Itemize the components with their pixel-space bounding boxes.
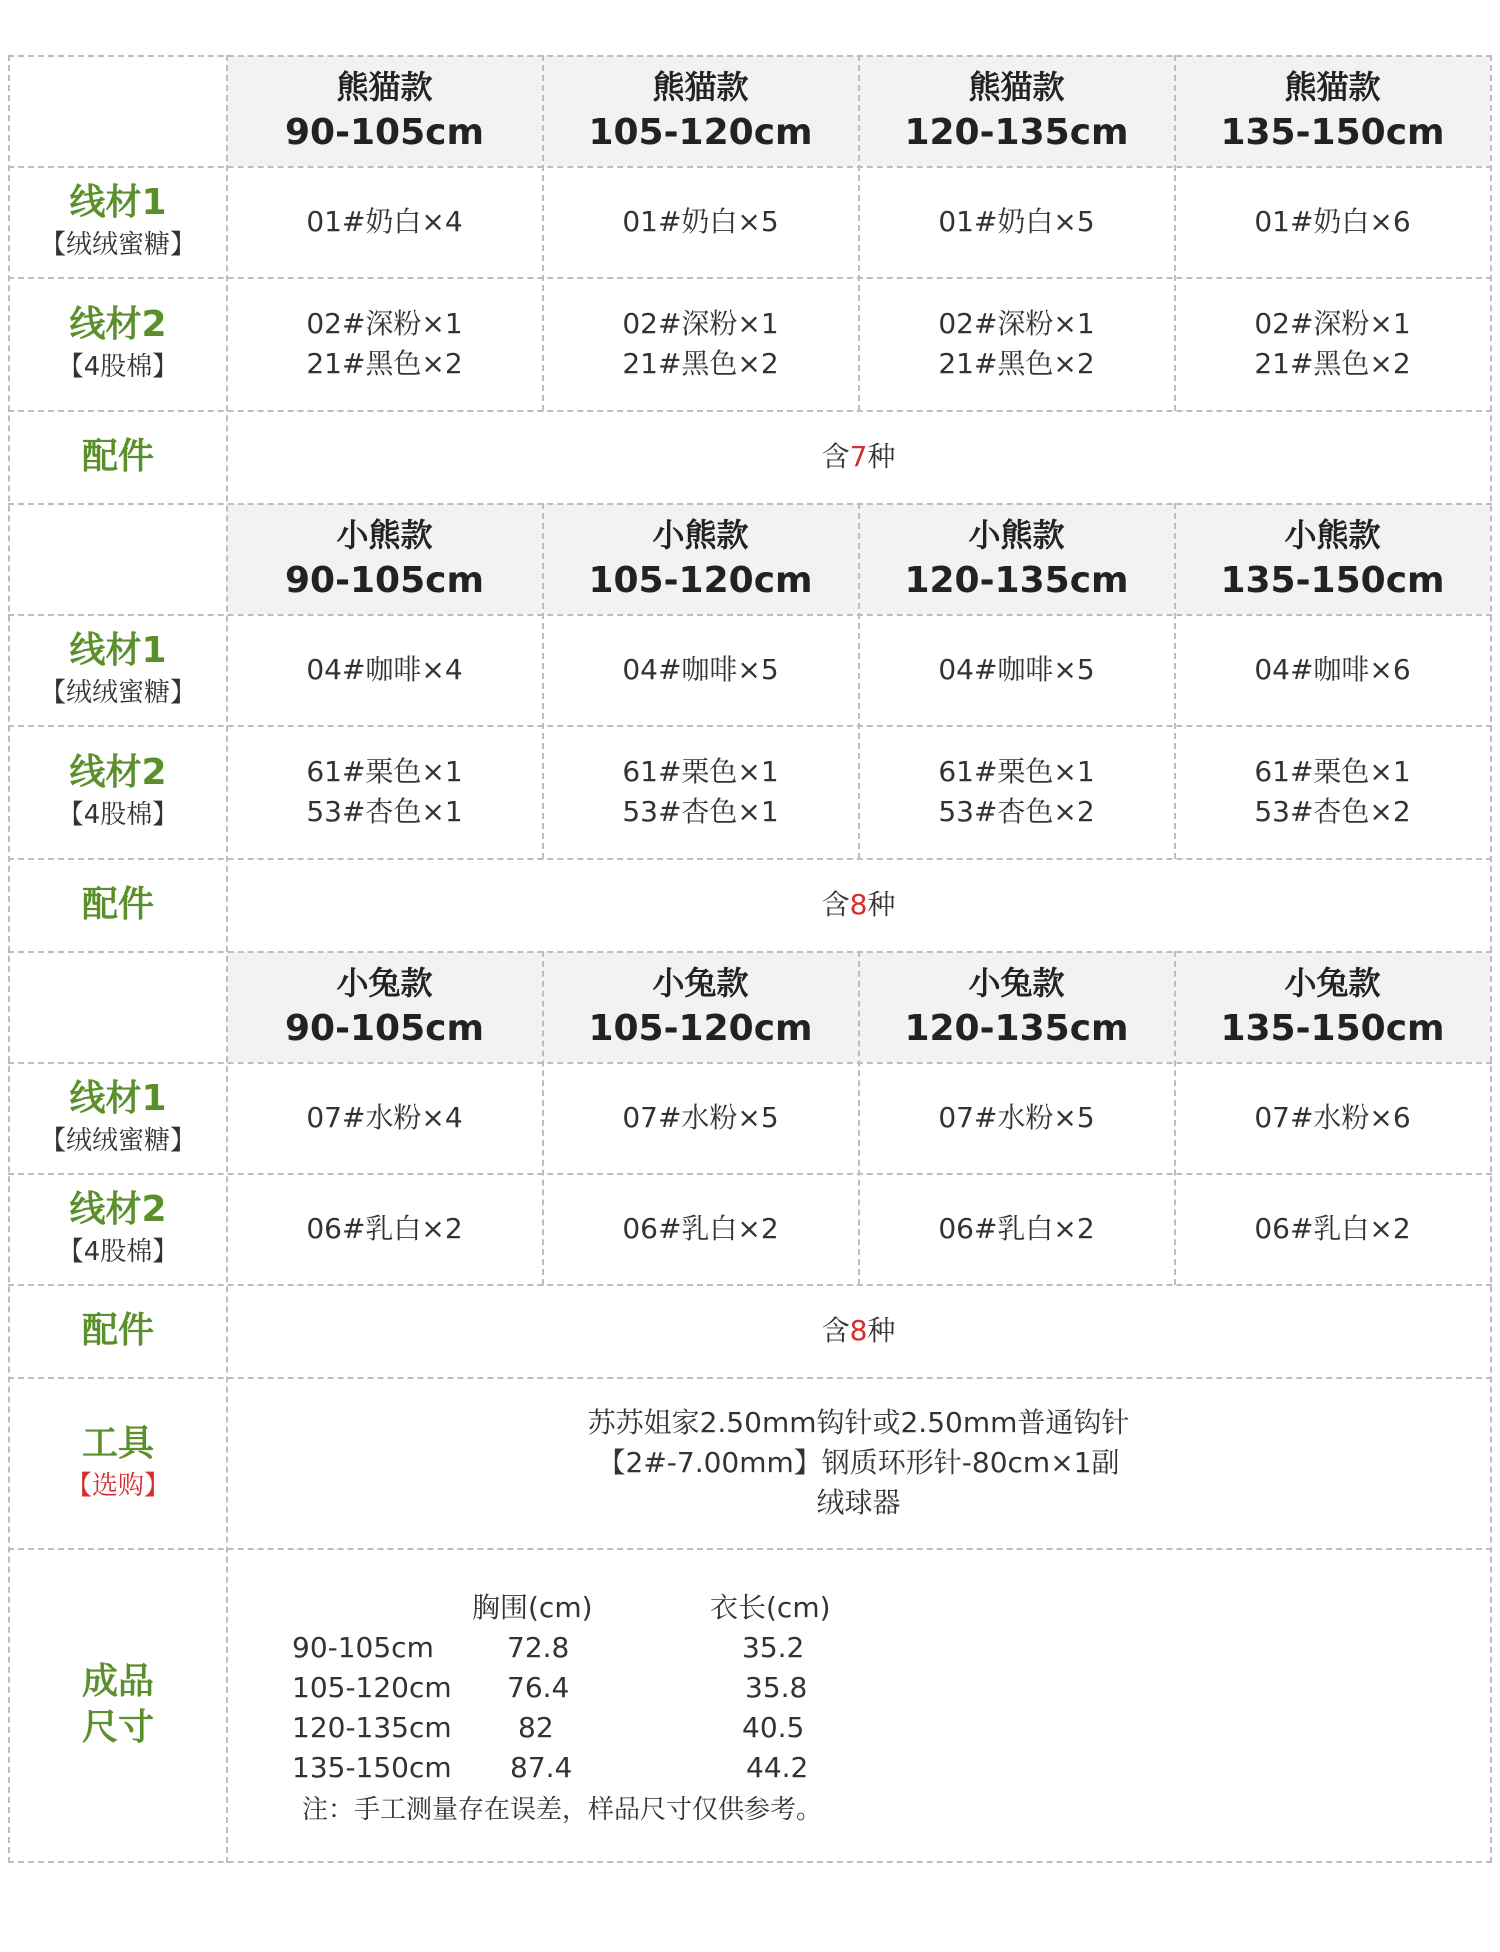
accessories-value: [227, 1285, 1490, 1377]
yarn1-subtitle: 【绒绒蜜糖】: [39, 1126, 196, 1156]
grid-line: [858, 55, 860, 411]
yarn2-value: 06#乳白×2: [306, 1212, 463, 1245]
style-name: 小熊款: [968, 516, 1065, 554]
grid-line: [8, 1062, 1492, 1064]
yarn2-line: 61#栗色×1: [306, 755, 463, 788]
style-name: 小兔款: [1284, 964, 1381, 1002]
tools-line: 绒球器: [816, 1486, 901, 1519]
style-name: 小兔款: [652, 964, 749, 1002]
acc-count: 7: [849, 440, 868, 473]
style-name: 熊猫款: [652, 68, 749, 106]
yarn2-line: 02#深粉×1: [1254, 307, 1411, 340]
tools-value: [227, 1378, 1490, 1548]
size-row-chest: 87.4: [510, 1751, 573, 1784]
accessories-label: [10, 859, 226, 951]
yarn1-title: 线材1: [69, 1078, 167, 1119]
yarn2-title: 线材2: [69, 752, 167, 793]
grid-line: [1174, 503, 1176, 859]
header-col: [1175, 504, 1490, 614]
accessories-title: 配件: [81, 884, 154, 925]
yarn2-line: 61#栗色×1: [1254, 755, 1411, 788]
size-row-label: 90-105cm: [292, 1631, 434, 1664]
yarn2-subtitle: 【4股棉】: [57, 352, 179, 382]
header-col: [227, 504, 542, 614]
header-col: [859, 56, 1174, 166]
acc-prefix: 含: [821, 440, 850, 473]
grid-line: [8, 410, 1492, 412]
grid-line: [8, 55, 10, 1863]
header-col: [227, 56, 542, 166]
style-name: 小熊款: [652, 516, 749, 554]
yarn2-label: [10, 726, 226, 858]
yarn2-line: 21#黑色×2: [622, 347, 779, 380]
size-range: 120-135cm: [904, 1008, 1129, 1049]
tools-line: 苏苏姐家2.50mm钩针或2.50mm普通钩针: [587, 1406, 1130, 1439]
grid-line: [542, 951, 544, 1285]
tools-subtitle: 【选购】: [65, 1471, 170, 1501]
accessories-label: [10, 411, 226, 503]
yarn2-line: 21#黑色×2: [306, 347, 463, 380]
finished-size-label: [10, 1549, 226, 1861]
yarn2-title: 线材2: [69, 304, 167, 345]
yarn1-value: 07#水粉×4: [306, 1101, 463, 1134]
yarn2-title: 线材2: [69, 1189, 167, 1230]
header-empty-cell: [10, 952, 226, 1062]
size-range: 90-105cm: [284, 1008, 485, 1049]
tools-label: [10, 1378, 226, 1548]
yarn2-label: [10, 1174, 226, 1284]
grid-line: [8, 858, 1492, 860]
grid-line: [8, 1548, 1492, 1550]
grid-line: [8, 55, 1492, 57]
acc-count: 8: [849, 888, 868, 921]
grid-line: [8, 725, 1492, 727]
yarn2-label: [10, 278, 226, 410]
accessories-label: [10, 1285, 226, 1377]
header-col: [543, 952, 858, 1062]
grid-line: [858, 951, 860, 1285]
grid-line: [8, 503, 1492, 505]
yarn1-subtitle: 【绒绒蜜糖】: [39, 230, 196, 260]
acc-prefix: 含: [821, 888, 850, 921]
yarn2-value: [859, 278, 1174, 410]
size-range: 135-150cm: [1220, 112, 1445, 153]
yarn2-value: 06#乳白×2: [622, 1212, 779, 1245]
yarn1-title: 线材1: [69, 182, 167, 223]
header-col: [543, 56, 858, 166]
grid-line: [8, 1173, 1492, 1175]
yarn1-value: 07#水粉×5: [938, 1101, 1095, 1134]
accessories-value: [227, 411, 1490, 503]
header-empty-cell: [10, 56, 226, 166]
yarn1-value: 01#奶白×6: [1254, 205, 1411, 238]
yarn2-value: 06#乳白×2: [1254, 1212, 1411, 1245]
size-row-label: 120-135cm: [292, 1711, 452, 1744]
size-range: 120-135cm: [904, 112, 1129, 153]
yarn1-value: 01#奶白×5: [622, 205, 779, 238]
size-row-chest: 76.4: [507, 1671, 570, 1704]
grid-line: [8, 951, 1492, 953]
size-range: 135-150cm: [1220, 560, 1445, 601]
grid-line: [8, 1861, 1492, 1863]
size-row-length: 40.5: [742, 1711, 805, 1744]
header-col: [543, 504, 858, 614]
yarn1-value: 04#咖啡×5: [622, 653, 779, 686]
style-name: 小熊款: [1284, 516, 1381, 554]
acc-count: 8: [849, 1314, 868, 1347]
finished-size-title-line1: 成品: [81, 1661, 154, 1702]
size-row-length: 44.2: [746, 1751, 809, 1784]
yarn2-line: 21#黑色×2: [1254, 347, 1411, 380]
yarn1-value: 07#水粉×5: [622, 1101, 779, 1134]
grid-line: [226, 55, 228, 1863]
yarn2-value: [1175, 278, 1490, 410]
accessories-title: 配件: [81, 1310, 154, 1351]
yarn1-value: 01#奶白×5: [938, 205, 1095, 238]
yarn2-value: [1175, 726, 1490, 858]
size-row-length: 35.8: [745, 1671, 808, 1704]
tools-title: 工具: [81, 1423, 154, 1464]
chest-header: 胸围(cm): [472, 1591, 593, 1624]
style-name: 小兔款: [968, 964, 1065, 1002]
size-range: 135-150cm: [1220, 1008, 1445, 1049]
size-row-label: 105-120cm: [292, 1671, 452, 1704]
yarn1-title: 线材1: [69, 630, 167, 671]
yarn2-subtitle: 【4股棉】: [57, 1237, 179, 1267]
yarn2-value: [543, 726, 858, 858]
yarn2-line: 53#杏色×2: [938, 795, 1095, 828]
yarn2-value: [859, 726, 1174, 858]
grid-line: [542, 55, 544, 411]
measurement-note: 注：手工测量存在误差，样品尺寸仅供参考。: [302, 1795, 823, 1825]
size-range: 105-120cm: [588, 560, 813, 601]
style-name: 小熊款: [336, 516, 433, 554]
yarn1-value: 04#咖啡×5: [938, 653, 1095, 686]
acc-suffix: 种: [867, 1314, 896, 1347]
yarn2-value: [227, 278, 542, 410]
grid-line: [8, 277, 1492, 279]
accessories-title: 配件: [81, 436, 154, 477]
acc-suffix: 种: [867, 440, 896, 473]
size-row-label: 135-150cm: [292, 1751, 452, 1784]
header-col: [227, 952, 542, 1062]
size-range: 90-105cm: [284, 112, 485, 153]
yarn1-value: 07#水粉×6: [1254, 1101, 1411, 1134]
yarn2-line: 53#杏色×1: [622, 795, 779, 828]
yarn1-value: 01#奶白×4: [306, 205, 463, 238]
yarn2-line: 61#栗色×1: [622, 755, 779, 788]
yarn2-line: 02#深粉×1: [938, 307, 1095, 340]
yarn1-label: [10, 167, 226, 277]
yarn2-value: 06#乳白×2: [938, 1212, 1095, 1245]
grid-line: [542, 503, 544, 859]
grid-line: [1174, 951, 1176, 1285]
header-col: [859, 504, 1174, 614]
yarn2-line: 21#黑色×2: [938, 347, 1095, 380]
acc-prefix: 含: [821, 1314, 850, 1347]
header-col: [1175, 952, 1490, 1062]
length-header: 衣长(cm): [710, 1591, 831, 1624]
grid-line: [8, 1284, 1492, 1286]
accessories-value: [227, 859, 1490, 951]
header-col: [1175, 56, 1490, 166]
acc-suffix: 种: [867, 888, 896, 921]
yarn2-value: [543, 278, 858, 410]
size-row-chest: 82: [518, 1711, 554, 1744]
yarn2-line: 53#杏色×2: [1254, 795, 1411, 828]
yarn1-value: 04#咖啡×6: [1254, 653, 1411, 686]
size-range: 90-105cm: [284, 560, 485, 601]
size-row-length: 35.2: [742, 1631, 805, 1664]
header-col: [859, 952, 1174, 1062]
grid-line: [1174, 55, 1176, 411]
yarn2-line: 02#深粉×1: [622, 307, 779, 340]
yarn1-label: [10, 1063, 226, 1173]
yarn1-label: [10, 615, 226, 725]
style-name: 熊猫款: [968, 68, 1065, 106]
size-range: 105-120cm: [588, 112, 813, 153]
size-range: 120-135cm: [904, 560, 1129, 601]
grid-line: [8, 614, 1492, 616]
yarn1-subtitle: 【绒绒蜜糖】: [39, 678, 196, 708]
grid-line: [1490, 55, 1492, 1863]
style-name: 熊猫款: [336, 68, 433, 106]
size-range: 105-120cm: [588, 1008, 813, 1049]
header-empty-cell: [10, 504, 226, 614]
yarn2-line: 02#深粉×1: [306, 307, 463, 340]
yarn2-subtitle: 【4股棉】: [57, 800, 179, 830]
style-name: 小兔款: [336, 964, 433, 1002]
yarn2-line: 61#栗色×1: [938, 755, 1095, 788]
style-name: 熊猫款: [1284, 68, 1381, 106]
grid-line: [858, 503, 860, 859]
grid-line: [8, 1377, 1492, 1379]
finished-size-title-line2: 尺寸: [81, 1707, 154, 1748]
grid-line: [8, 166, 1492, 168]
yarn1-value: 04#咖啡×4: [306, 653, 463, 686]
size-row-chest: 72.8: [507, 1631, 570, 1664]
tools-line: 【2#-7.00mm】钢质环形针-80cm×1副: [597, 1446, 1120, 1479]
yarn2-value: [227, 726, 542, 858]
yarn2-line: 53#杏色×1: [306, 795, 463, 828]
